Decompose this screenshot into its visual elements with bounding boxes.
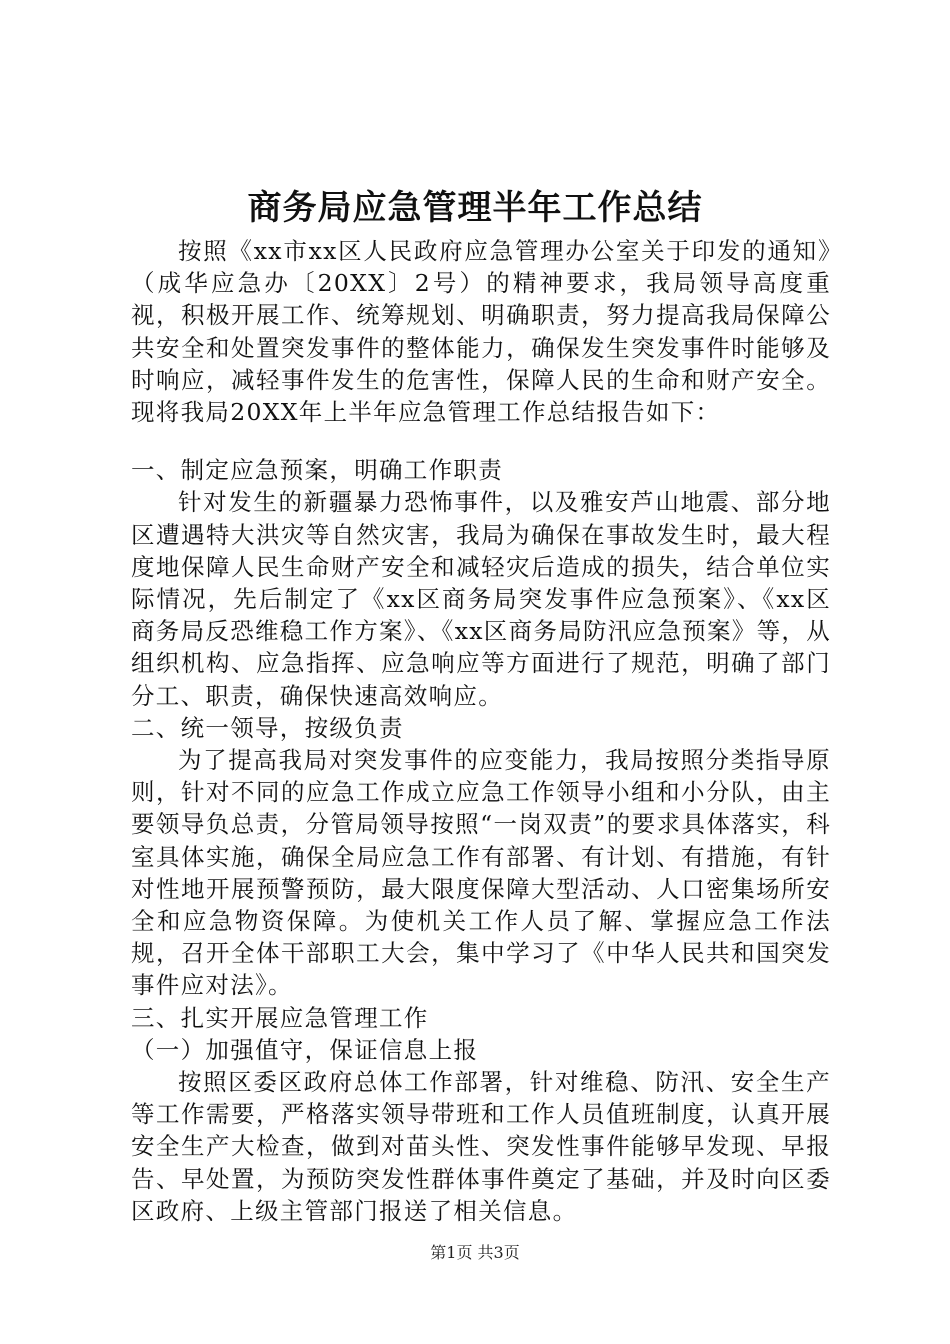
section-heading-3: 三、扎实开展应急管理工作 <box>131 1003 429 1032</box>
section-paragraph-1: 针对发生的新疆暴力恐怖事件，以及雅安芦山地震、部分地区遭遇特大洪灾等自然灾害，我局为确保在事故发生时，最大程度地保障人民生命财产安全和减轻灾后造成的损失，结合单位实际情况，先后制定了《xx区商务局突发事件应急预案》、《xx区商务局反恐维稳工作方案》、《xx区商务局防汛应急预案》等，从组织机构、应急指挥、应急响应等方面进行了规范，明确了部门分工、职责，确保快速高效响应。 <box>131 488 832 710</box>
section-paragraph-3: 按照区委区政府总体工作部署，针对维稳、防汛、安全生产等工作需要，严格落实领导带班和工作人员值班制度，认真开展安全生产大检查，做到对苗头性、突发性事件能够早发现、早报告、早处置，为预防突发性群体事件奠定了基础，并及时向区委区政府、上级主管部门报送了相关信息。 <box>131 1068 831 1225</box>
document-body <box>131 235 831 1227</box>
intro-paragraph: 按照《xx市xx区人民政府应急管理办公室关于印发的通知》（成华应急办〔20XX〕2号）的精神要求，我局领导高度重视，积极开展工作、统筹规划、明确职责，努力提高我局保障公共安全和处置突发事件的整体能力，确保发生突发事件时能够及时响应，减轻事件发生的危害性，保障人民的生命和财产安全。现将我局20XX年上半年应急管理工作总结报告如下： <box>131 237 831 427</box>
section-subheading-3-1: （一）加强值守，保证信息上报 <box>131 1035 479 1064</box>
section-paragraph-2: 为了提高我局对突发事件的应变能力，我局按照分类指导原则，针对不同的应急工作成立应急工作领导小组和小分队，由主要领导负总责，分管局领导按照“一岗双责”的要求具体落实，科室具体实施，确保全局应急工作有部署、有计划、有措施，有针对性地开展预警预防，最大限度保障大型活动、人口密集场所安全和应急物资保障。为使机关工作人员了解、掌握应急工作法规，召开全体干部职工大会，集中学习了《中华人民共和国突发事件应对法》。 <box>131 746 831 1000</box>
paragraph-spacer <box>131 428 831 454</box>
page-footer: 第1页 共3页 <box>430 1243 520 1262</box>
section-heading-1: 一、制定应急预案，明确工作职责 <box>131 456 503 485</box>
document-title: 商务局应急管理半年工作总结 <box>247 188 703 228</box>
section-heading-2: 二、统一领导，按级负责 <box>131 713 404 742</box>
